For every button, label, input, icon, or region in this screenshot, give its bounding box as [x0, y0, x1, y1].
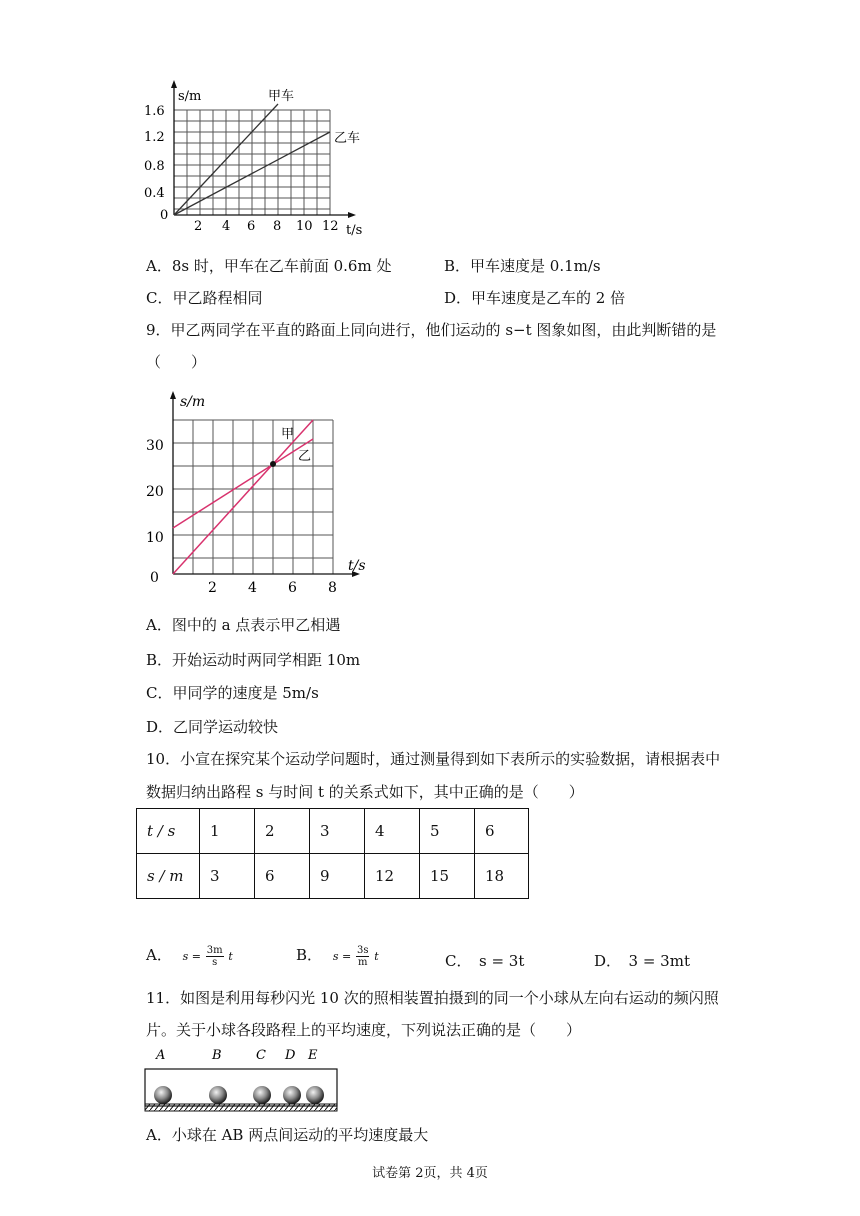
chart-1-x-tick: 8 [273, 219, 282, 234]
point-label-d: D [285, 1048, 296, 1063]
chart-2-meeting-point [270, 461, 276, 467]
chart-1-y-tick: 0.4 [144, 186, 165, 201]
chart-2-x-tick: 8 [328, 580, 337, 596]
chart-2-y-arrow [170, 391, 176, 399]
chart-2-x-label: t/s [348, 558, 366, 574]
chart-2-x-tick: 4 [248, 580, 257, 596]
option-letter: B． [296, 946, 323, 964]
ball-e [306, 1086, 324, 1104]
q8-option-d: D．甲车速度是乙车的 2 倍 [444, 289, 626, 307]
q10-option-a [146, 944, 233, 968]
table-cell: 6 [475, 809, 529, 854]
chart-1-y-arrow [171, 80, 177, 88]
table-cell: 5 [420, 809, 475, 854]
q11-stem: 11．如图是利用每秒闪光 10 次的照相装置拍摄到的同一个小球从左向右运动的频闪照 [146, 989, 719, 1007]
point-label-b: B [212, 1048, 222, 1063]
point-label-e: E [308, 1048, 318, 1063]
q11-option-a: A．小球在 AB 两点间运动的平均速度最大 [146, 1126, 429, 1144]
table-cell: 3 [310, 809, 365, 854]
chart-1-y-label: s/m [178, 89, 202, 104]
chart-2-y-tick: 30 [146, 438, 164, 454]
chart-1-x-label: t/s [346, 223, 363, 238]
q10-stem: 10．小宣在探究某个运动学问题时，通过测量得到如下表所示的实验数据，请根据表中 [146, 750, 721, 768]
chart-1-x-arrow [348, 212, 356, 218]
ball-c [253, 1086, 271, 1104]
fraction-numerator: 3m [206, 944, 223, 956]
chart-2-series-label-jia: 甲 [281, 427, 295, 442]
formula-rhs: t [228, 950, 233, 963]
q9-stem-bracket: （ ） [146, 353, 207, 371]
point-label-a: A [156, 1048, 166, 1063]
ball-a [154, 1086, 172, 1104]
chart-1-car-st-graph [140, 78, 380, 238]
table-cell: 12 [365, 854, 420, 899]
q8-option-c: C．甲乙路程相同 [146, 289, 263, 307]
chart-1-x-tick: 6 [247, 219, 256, 234]
chart-1-x-tick: 10 [296, 219, 313, 234]
chart-1-x-tick: 12 [322, 219, 339, 234]
q10-data-table [136, 808, 529, 899]
q9-option-c: C．甲同学的速度是 5m/s [146, 684, 319, 702]
table-cell: s / m [137, 854, 200, 899]
q11-strobe-photo-figure [140, 1044, 344, 1116]
chart-2-x-tick: 2 [208, 580, 217, 596]
formula-lhs: s = [332, 950, 352, 963]
chart-2-student-st-graph [140, 388, 370, 598]
formula-fraction [356, 945, 370, 968]
chart-2-y-tick: 20 [146, 484, 164, 500]
q10-option-b [296, 944, 379, 968]
table-cell: 1 [200, 809, 255, 854]
chart-1-x-tick: 2 [194, 219, 203, 234]
table-cell: 3 [200, 854, 255, 899]
table-row [137, 854, 529, 899]
q10-option-d: D． 3 = 3mt [594, 952, 690, 970]
ground-hatching [145, 1104, 337, 1111]
chart-2-series-label-yi: 乙 [298, 449, 312, 464]
chart-1-y-tick: 1.2 [144, 130, 165, 145]
chart-1-y-tick: 0 [160, 208, 169, 223]
table-cell: 4 [365, 809, 420, 854]
chart-2-x-tick: 6 [288, 580, 297, 596]
q10-option-c: C． s = 3t [445, 952, 525, 970]
option-letter: A． [146, 946, 172, 964]
table-cell: 18 [475, 854, 529, 899]
point-label-c: C [256, 1048, 266, 1063]
chart-2-y-tick: 0 [150, 570, 159, 586]
chart-2-y-label: s/m [180, 394, 206, 410]
chart-1-y-tick: 1.6 [144, 104, 165, 119]
fraction-denominator: s [212, 956, 218, 968]
chart-2-y-tick: 10 [146, 530, 164, 546]
q10-stem-cont: 数据归纳出路程 s 与时间 t 的关系式如下，其中正确的是（ ） [146, 783, 584, 801]
table-row [137, 809, 529, 854]
ball-b [209, 1086, 227, 1104]
formula-rhs: t [374, 950, 379, 963]
chart-2-grid [173, 420, 333, 574]
fraction-denominator: m [357, 956, 368, 968]
chart-2-series-yi [173, 439, 313, 528]
table-cell: 9 [310, 854, 365, 899]
ball-d [283, 1086, 301, 1104]
chart-1-y-tick: 0.8 [144, 159, 165, 174]
q8-option-b: B．甲车速度是 0.1m/s [444, 257, 601, 275]
formula-lhs: s = [182, 950, 201, 963]
chart-1-series-label-jia: 甲车 [268, 89, 295, 104]
formula-fraction [206, 945, 224, 968]
q9-option-d: D．乙同学运动较快 [146, 718, 279, 736]
table-cell: t / s [137, 809, 200, 854]
page-footer: 试卷第 2页，共 4页 [372, 1166, 488, 1181]
q9-stem: 9．甲乙两同学在平直的路面上同向进行，他们运动的 s−t 图象如图，由此判断错的是 [146, 321, 717, 339]
q11-stem-cont: 片。关于小球各段路程上的平均速度，下列说法正确的是（ ） [146, 1021, 582, 1039]
table-cell: 2 [255, 809, 310, 854]
fraction-numerator: 3s [356, 944, 369, 956]
q9-option-a: A．图中的 a 点表示甲乙相遇 [146, 616, 341, 634]
chart-1-x-tick: 4 [222, 219, 231, 234]
table-cell: 6 [255, 854, 310, 899]
chart-1-series-label-yi: 乙车 [334, 131, 361, 146]
q9-option-b: B．开始运动时两同学相距 10m [146, 651, 361, 669]
table-cell: 15 [420, 854, 475, 899]
q8-option-a: A．8s 时，甲车在乙车前面 0.6m 处 [146, 257, 392, 275]
chart-1-grid [174, 110, 330, 215]
